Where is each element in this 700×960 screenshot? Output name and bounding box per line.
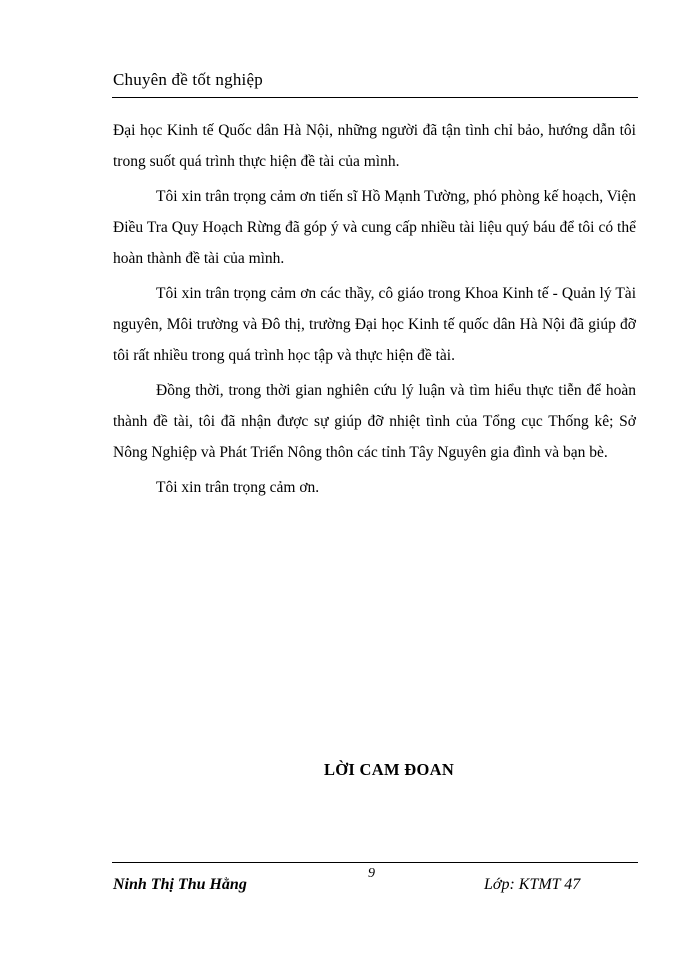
paragraph-closing-thanks: Tôi xin trân trọng cảm ơn.: [156, 479, 320, 496]
page-number: 9: [368, 866, 375, 881]
paragraph-thanks-advisor: Tôi xin trân trọng cảm ơn tiến sĩ Hồ Mạnh Tường, phó phòng kế hoạch, Viện Điều Tra Quy Hoạch Rừng đã góp ý và cung cấp nhiều tài liệu quý báu để tôi có thể hoàn thành đề tài của mình.: [113, 188, 636, 267]
paragraph-thanks-organizations: Đồng thời, trong thời gian nghiên cứu lý luận và tìm hiểu thực tiễn để hoàn thành đề tài, tôi đã nhận được sự giúp đỡ nhiệt tình của Tổng cục Thống kê; Sở Nông Nghiệp và Phát Triển Nông thôn các tỉnh Tây Nguyên gia đình và bạn bè.: [113, 382, 636, 461]
section-heading-declaration: LỜI CAM ĐOAN: [323, 760, 455, 779]
footer-divider: [112, 862, 638, 863]
header-divider: [112, 97, 638, 98]
document-body: [113, 115, 636, 507]
footer-author-name: Ninh Thị Thu Hằng: [113, 876, 247, 893]
paragraph-thanks-faculty: Tôi xin trân trọng cảm ơn các thầy, cô giáo trong Khoa Kinh tế - Quản lý Tài nguyên, Môi trường và Đô thị, trường Đại học Kinh tế quốc dân Hà Nội đã giúp đỡ tôi rất nhiều trong quá trình học tập và thực hiện đề tài.: [113, 285, 636, 364]
document-header-title: Chuyên đề tốt nghiệp: [113, 70, 263, 89]
paragraph-continuation: Đại học Kinh tế Quốc dân Hà Nội, những người đã tận tình chỉ bảo, hướng dẫn tôi trong suốt quá trình thực hiện đề tài của mình.: [113, 122, 636, 170]
footer-class-label: Lớp: KTMT 47: [484, 876, 581, 893]
